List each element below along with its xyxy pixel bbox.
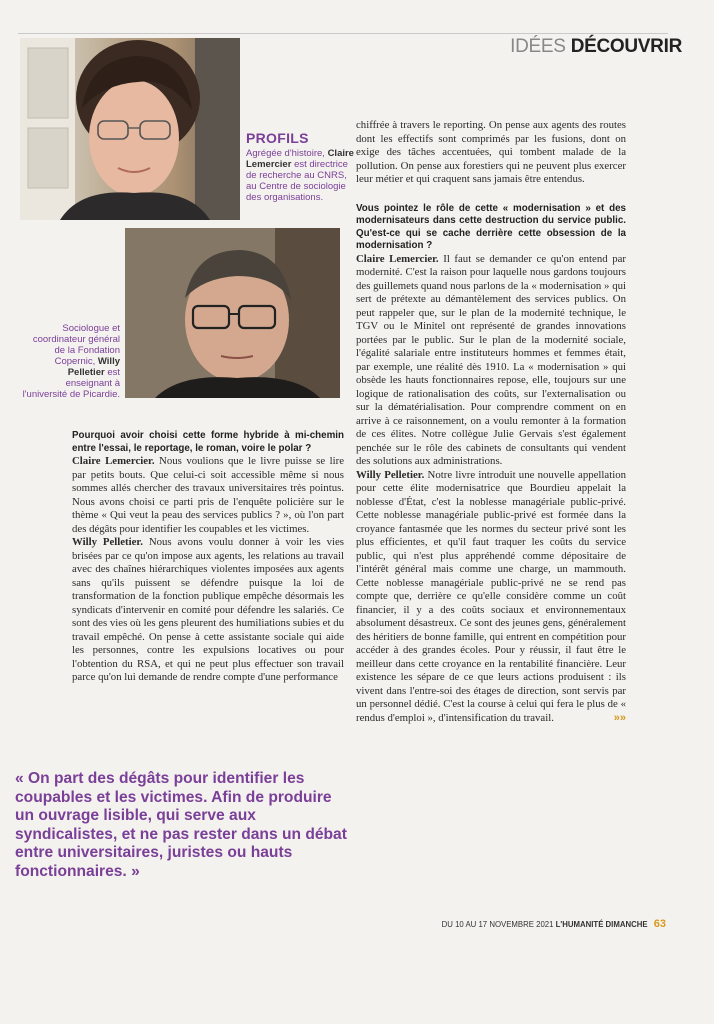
profile-name: Willy Pelletier <box>67 356 120 378</box>
profile-intro: Sociologue et coordinateur général de la Fondation Copernic, <box>32 323 120 367</box>
publication-name: L'HUMANITÉ DIMANCHE <box>555 920 648 929</box>
profile-claire-lemercier <box>246 148 358 203</box>
issue-date: DU 10 AU 17 NOVEMBRE 2021 <box>441 920 554 929</box>
answer-paragraph <box>72 536 344 685</box>
left-column <box>72 430 344 685</box>
page-number: 63 <box>653 918 666 930</box>
section-header <box>510 36 682 58</box>
interview-question: Pourquoi avoir choisi cette forme hybride à mi-chemin entre l'essai, le reportage, le roman, voire le polar ? <box>72 430 344 454</box>
pull-quote: « On part des dégâts pour identifier les coupables et les victimes. Afin de produire un ouvrage lisible, qui serve aux syndicalistes, et ne pas rester dans un débat entre universitaires, juristes ou hauts fonctionnaires. » <box>15 770 347 880</box>
portrait-willy-pelletier <box>125 228 340 398</box>
profiles-title: PROFILS <box>246 130 309 146</box>
section-label: IDÉES <box>510 36 566 57</box>
page-footer <box>442 918 666 930</box>
section-title: DÉCOUVRIR <box>570 36 682 57</box>
answer-paragraph <box>72 455 344 536</box>
speaker-name: Willy Pelletier. <box>72 536 143 549</box>
profile-bio: est enseignant à l'université de Picardie. <box>22 367 120 400</box>
profile-willy-pelletier <box>20 323 120 400</box>
interview-question: Vous pointez le rôle de cette « modernisation » et des modernisateurs dans cette destruction du service public. Qu'est-ce qui se cache derrière cette obsession de la modernisation ? <box>356 202 626 252</box>
answer-text: Nous avons voulu donner à voir les vies brisées par ce qu'on impose aux agents, les relations au travail avec des chaînes hiérarchiques violentes imposées aux agents sans qu'ils puissent se défendre puisque la loi de transformation de la fonction publique empêche désormais les syndicats d'intervenir en comité pour défendre les salariés. Ce sont des vies où les gens pleurent des humiliations subies et du travail empêché. On pense à cette assistante sociale qui aide les personnes, contre les expulsions locatives ou pour l'obtention du RSA, et qui ne peut plus effectuer son travail parce qu'on lui demande de rendre compte d'une performance <box>72 536 345 684</box>
profiles-box <box>246 130 358 203</box>
continuation-paragraph: chiffrée à travers le reporting. On pense aux agents des routes dont les effectifs sont comprimés par les fusions, dont on exige des tâches accentuées, qui tombent malade de la pollution. On pense aux forestiers qui ne peuvent plus exercer leur métier et qui craquent sans jamais être entendus. <box>356 119 626 185</box>
answer-paragraph <box>356 253 626 469</box>
speaker-name: Willy Pelletier. <box>356 468 425 481</box>
answer-text: Nous voulions que le livre puisse se lire par petits bouts. Que celui-ci soit accessible même si nous sommes allés chercher des travaux universitaires très pointus. Nous avons choisi ce parti pris de l'enquête policière sur le thème « Qui veut la peau des services publics ? », où l'on part des dégâts pour identifier les coupables et les victimes. <box>72 455 344 535</box>
profile-intro: Agrégée d'histoire, <box>246 148 325 159</box>
speaker-name: Claire Lemercier. <box>356 252 439 265</box>
header-rule <box>18 33 668 34</box>
answer-text: Il faut se demander ce qu'on entend par modernité. C'est la raison pour laquelle nous gardons toujours des guillemets quand nous parlons de la « modernisation » qui sert de prétexte au démantèlement des services publics. On peut rappeler que, sur le plan de la modernité technique, le TGV ou le Minitel ont représenté de grandes innovations portées par le public. Sur le plan de la modernité sociale, l'égalité salariale entre instituteurs hommes et femmes était, par exemple, une réalité dès 1910. La « modernisation » qui obsède les hauts fonctionnaires repose, elle, toujours sur une logique de rationalisation des coûts, sur l'externalisation ou sur la dématérialisation. Pour comprendre comment on en arrive à ce raisonnement, on a voulu remonter à la formation de ces élites. Notre collègue Julie Gervais s'est également penchée sur le rôle des cabinets de consultants qui vendent des solutions aux administrations. <box>356 252 626 468</box>
continued-arrow-icon: »» <box>613 711 626 724</box>
answer-paragraph <box>356 469 626 726</box>
speaker-name: Claire Lemercier. <box>72 455 155 468</box>
answer-text: Notre livre introduit une nouvelle appellation pour cette élite modernisatrice que Bourdieu appelait la noblesse d'État, c'est la noblesse managériale public-privé. Cette noblesse managériale public-privé est formée dans la croyance fantasmée que les normes du secteur privé sont les plus efficientes, et qu'il faut traquer les coûts du service public, qui n'est plus appréhendé comme dépositaire de l'intérêt général mais comme une charge, un mammouth. Cette noblesse managériale public-privé ne se rend pas compte que, derrière ce qu'elle considère comme un coût financier, il y a des coûts sociaux et environnementaux absolument désastreux. Ce sont des jeunes gens, généralement des héritiers de bonne famille, qui entrent en compétition pour accéder à des grandes écoles. Pour y réussir, il faut être le meilleur dans cette croyance en la rentabilité financière. Leur existence les sépare de ce que leurs actions produisent : ils vivent dans l'entre-soi des étages de direction, sont servis par un personnel dédié. C'est la course à celui qui fera le plus de « rendus d'emploi », d'intensification du travail. <box>356 468 627 724</box>
right-column <box>356 119 626 725</box>
profile-name: Claire Lemercier <box>246 148 354 170</box>
portrait-claire-lemercier <box>20 38 240 220</box>
profile-bio: est directrice de recherche au CNRS, au Centre de sociologie des organisations. <box>246 159 348 203</box>
